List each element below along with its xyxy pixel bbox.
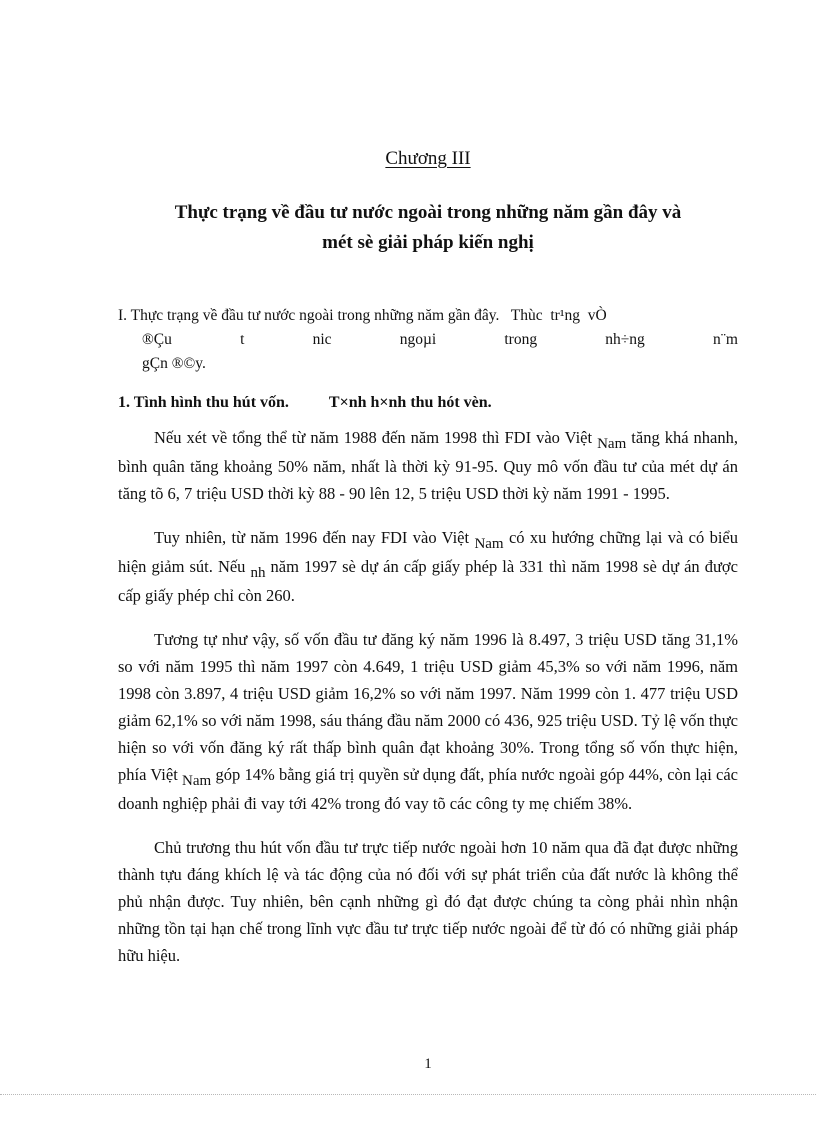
section-word: t [240,331,245,348]
section-word: nic [312,331,332,348]
chapter-title-line-1: Thực trạng về đầu tư nước ngoài trong những năm gần đây và [174,202,682,223]
page-number: 1 [424,1056,432,1072]
body-text [118,424,738,986]
section-heading-line-3: gÇn ®©y. [142,355,206,372]
section-word: n¨m [712,331,738,348]
section-heading-line-1: I. Thực trạng về đầu tư nước ngoài trong những năm gần đây. Thùc tr¹ng vÒ [118,307,607,324]
paragraph-2-text-a: Tuy nhiên, từ năm 1996 đến nay FDI vào Việt [154,528,475,547]
paragraph-3 [118,626,738,817]
subsection-title-garbled: T×nh h×nh thu hót vèn. [328,394,492,411]
paragraph-4: Chủ trương thu hút vốn đầu tư trực tiếp nước ngoài hơn 10 năm qua đã đạt được những thành tựu đáng khích lệ và tác động của nó đối với sự phát triển của đất nước là không thể phủ nhận được. Tuy nhiên, bên cạnh những gì đó đạt được chúng ta còng phải nhìn nhận những tồn tại hạn chế trong lĩnh vực đầu tư trực tiếp nước ngoài để từ đó có những giải pháp hữu hiệu. [118,838,738,965]
footer-divider [0,1094,816,1095]
paragraph-1-text-a: Nếu xét về tổng thể từ năm 1988 đến năm 1998 thì FDI vào Việt [154,428,598,447]
subsection-title: 1. Tình hình thu hút vốn. [118,394,289,411]
paragraph-2-text-c: năm 1997 sè dự án cấp giấy phép là 331 thì năm 1998 sè dự án được cấp giấy phép chỉ còn 260. [118,557,738,605]
paragraph-1 [118,424,738,507]
paragraph-2-text-b: có xu hướng chững lại và có biểu hiện giảm sút. Nếu [118,528,738,576]
chapter-title [100,198,756,258]
chapter-title-line-2: mét sè giải pháp kiến nghị [322,232,534,253]
subsection-heading [118,394,738,412]
paragraph-1-nam: Nam [597,436,627,452]
section-heading-line-2 [118,328,738,352]
section-word: ®Çu [142,331,172,348]
paragraph-3-text-b: góp 14% bằng giá trị quyền sử dụng đất, phía nước ngoài góp 44%, còn lại các doanh nghiệp phải đi vay tới 42% trong đó vay tõ các công ty mẹ chiếm 38%. [118,765,738,813]
section-word: ngoµi [399,331,437,348]
chapter-heading: Chương III [385,148,471,169]
section-heading [118,304,738,376]
paragraph-3-nam: Nam [182,773,212,789]
paragraph-2-nh: nh [250,565,266,581]
section-word: trong [504,331,538,348]
paragraph-2-nam: Nam [474,536,504,552]
section-word: nh÷ng [605,331,645,348]
paragraph-2 [118,524,738,609]
paragraph-3-text-a: Tương tự như vậy, số vốn đầu tư đăng ký năm 1996 là 8.497, 3 triệu USD tăng 31,1% so với năm 1995 thì năm 1997 còn 4.649, 1 triệu USD giảm 45,3% so với năm 1996, năm 1998 còn 3.897, 4 triệu USD giảm 16,2% so với năm 1997. Năm 1999 còn 1. 477 triệu USD giảm 62,1% so với năm 1998, sáu tháng đầu năm 2000 có 436, 925 triệu USD. Tỷ lệ vốn thực hiện so với vốn đăng ký rất thấp bình quân đạt khoảng 30%. Trong tổng số vốn thực hiện, phía Việt [118,630,738,784]
paragraph-1-text-b: tăng khá nhanh, bình quân tăng khoảng 50% năm, nhất là thời kỳ 91-95. Quy mô vốn đầu tư của mét dự án tăng tõ 6, 7 triệu USD thời kỳ 88 - 90 lên 12, 5 triệu USD thời kỳ năm 1991 - 1995. [118,428,738,503]
